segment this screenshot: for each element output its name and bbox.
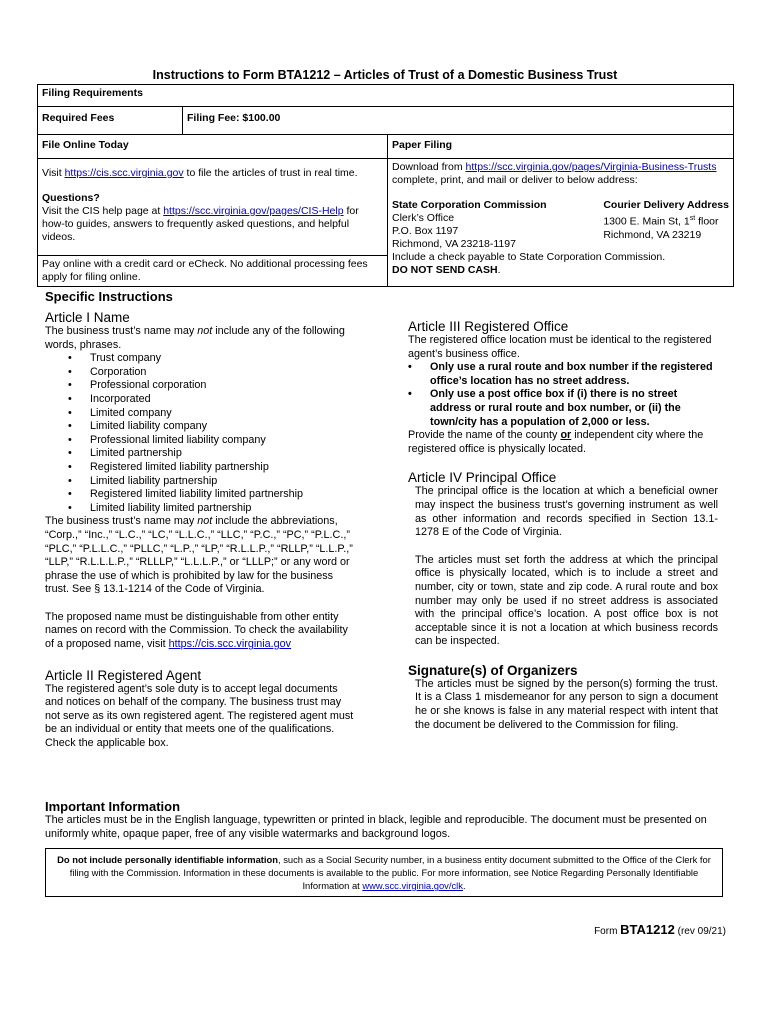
article3-intro: The registered office location must be identical to the registered agent’s business office. bbox=[408, 334, 712, 360]
article1-abbreviations: The business trust’s name may not include the abbreviations, “Corp.,” “Inc.,” “L.C.,” “LC,” “L.L.C.,” “LLC,” “P.C.,” “PC,” “P.L.C.,” “PLC,” “P.L.L.C.,” “PLLC,” “L.P.,” “LP,” “R.L.L.P.,” “RLLP,” “L.L.P.,” “LLP,” “R.L.L.L.P.,” “RLLLP,” “L.L.L.P.,” or “LLLP;” or any word or phrase the use of which is prohibited by law for the business trust. See § 13.1-1214 of the Code of Virginia. bbox=[45, 515, 353, 596]
online-cell bbox=[38, 159, 388, 256]
paper-cell bbox=[388, 159, 734, 287]
check-payable: Include a check payable to State Corporation Commission. bbox=[392, 251, 666, 263]
article4-heading: Article IV Principal Office bbox=[408, 470, 557, 486]
name-check-link[interactable]: https://cis.scc.virginia.gov bbox=[168, 638, 292, 651]
pay-online: Pay online with a credit card or eCheck. No additional processing fees apply for filing online. bbox=[38, 256, 388, 287]
article4-p2: The articles must set forth the address at which the principal office is physically located, which is to include a street and number, city or town, state and zip code. A rural route and box number may only be used if no street address is associated with the principal office’s location. A post office box is not acceptable since it is not a location at which business records can be inspected. bbox=[415, 553, 718, 648]
right-column bbox=[408, 319, 718, 732]
article4-p1: The principal office is the location at which a beneficial owner may inspect the business trust’s governing instrument as well as other information and records specified in Section 13.1-1278 E of the Code of Virginia. bbox=[415, 485, 718, 539]
prohibited-word-item: • Professional limited liability company bbox=[90, 434, 357, 448]
prohibited-word-item: • Incorporated bbox=[90, 393, 357, 407]
paper-filing-header: Paper Filing bbox=[388, 135, 734, 159]
filing-fee: Filing Fee: $100.00 bbox=[183, 107, 734, 135]
pii-link[interactable]: www.scc.virginia.gov/clk bbox=[362, 880, 463, 891]
prohibited-word-item: • Limited liability partnership bbox=[90, 475, 357, 489]
article1-distinguish: The proposed name must be distinguishable from other entity names on record with the Commission. To check the availability of a proposed name, visit https://cis.scc.virginia.gov bbox=[45, 610, 348, 651]
file-online-header: File Online Today bbox=[38, 135, 388, 159]
prohibited-word-item: • Limited company bbox=[90, 407, 357, 421]
mailing-address: State Corporation Commission Clerk’s Office P.O. Box 1197 Richmond, VA 23218-1197 bbox=[392, 199, 547, 250]
article1-intro: The business trust’s name may not include any of the following words, phrases. bbox=[45, 325, 345, 351]
prohibited-word-item: • Professional corporation bbox=[90, 379, 357, 393]
filing-requirements-table bbox=[37, 84, 734, 287]
prohibited-word-item: • Limited partnership bbox=[90, 447, 357, 461]
questions-text: Visit the CIS help page at https://scc.virginia.gov/pages/CIS-Help for how-to guides, answers to frequently asked questions, and helpful videos. bbox=[42, 205, 359, 243]
prohibited-word-item: • Trust company bbox=[90, 352, 357, 366]
prohibited-word-item: • Corporation bbox=[90, 366, 357, 380]
prohibited-word-item: • Limited liability company bbox=[90, 420, 357, 434]
specific-instructions-heading: Specific Instructions bbox=[45, 289, 173, 304]
important-section bbox=[45, 799, 725, 841]
prohibited-word-item: • Registered limited liability limited partnership bbox=[90, 488, 357, 502]
addresses bbox=[392, 199, 729, 251]
signatures-heading: Signature(s) of Organizers bbox=[408, 662, 578, 678]
pii-notice: Do not include personally identifiable information, such as a Social Security number, in a business entity document submitted to the Office of the Clerk for filing with the Commission. Information in these documents is available to the public. For more information, see Notice Regarding Personally Identifiable Information at www.scc.virginia.gov/clk. bbox=[45, 848, 723, 897]
required-fees-label: Required Fees bbox=[38, 107, 183, 135]
article1-heading: Article I Name bbox=[45, 310, 130, 325]
article3-heading: Article III Registered Office bbox=[408, 319, 569, 334]
download-text: Download from https://scc.virginia.gov/pages/Virginia-Business-Trusts complete, print, and mail or deliver to below address: bbox=[392, 161, 717, 186]
cis-link[interactable]: https://cis.scc.virginia.gov bbox=[64, 167, 184, 179]
cis-help-link[interactable]: https://scc.virginia.gov/pages/CIS-Help bbox=[163, 205, 344, 217]
no-cash: DO NOT SEND CASH. bbox=[392, 264, 501, 276]
left-column bbox=[45, 310, 357, 751]
download-link[interactable]: https://scc.virginia.gov/pages/Virginia-Business-Trusts bbox=[465, 161, 717, 173]
prohibited-word-item: • Registered limited liability partnership bbox=[90, 461, 357, 475]
courier-address: Courier Delivery Address 1300 E. Main St, 1st floor Richmond, VA 23219 bbox=[603, 199, 729, 241]
article3-bullet-2: • Only use a post office box if (i) there is no street address or rural route and box number, or (ii) the town/city has a population of 2,000 or less. bbox=[430, 388, 718, 429]
article3-outro: Provide the name of the county or independent city where the registered office is physically located. bbox=[408, 429, 704, 455]
article3-bullets bbox=[408, 361, 718, 429]
article2-heading: Article II Registered Agent bbox=[45, 667, 202, 683]
signatures-text: The articles must be signed by the person(s) forming the trust. It is a Class 1 misdemeanor for any person to sign a document he or she knows is false in any material respect with intent that the document be delivered to the Commission for filing. bbox=[415, 677, 718, 731]
questions-label: Questions? bbox=[42, 192, 100, 204]
filing-requirements-label: Filing Requirements bbox=[38, 85, 734, 107]
important-heading: Important Information bbox=[45, 799, 181, 814]
article3-bullet-1: • Only use a rural route and box number if the registered office’s location has no street address. bbox=[430, 361, 718, 388]
page-title: Instructions to Form BTA1212 – Articles of Trust of a Domestic Business Trust bbox=[152, 68, 618, 82]
prohibited-words-list bbox=[45, 352, 357, 515]
important-text: The articles must be in the English language, typewritten or printed in black, legible and reproducible. The document must be presented on uniformly white, opaque paper, free of any visible watermarks and background logos. bbox=[45, 814, 707, 840]
prohibited-word-item: • Limited liability limited partnership bbox=[90, 502, 357, 516]
form-footer: Form BTA1212 (rev 09/21) bbox=[594, 922, 726, 937]
article2-text: The registered agent’s sole duty is to accept legal documents and notices on behalf of the company. The business trust may not serve as its own registered agent. The registered agent must be an individual or entity that meets one of the qualifications. Check the applicable box. bbox=[45, 682, 354, 750]
online-visit: Visit https://cis.scc.virginia.gov to file the articles of trust in real time. bbox=[42, 167, 358, 179]
